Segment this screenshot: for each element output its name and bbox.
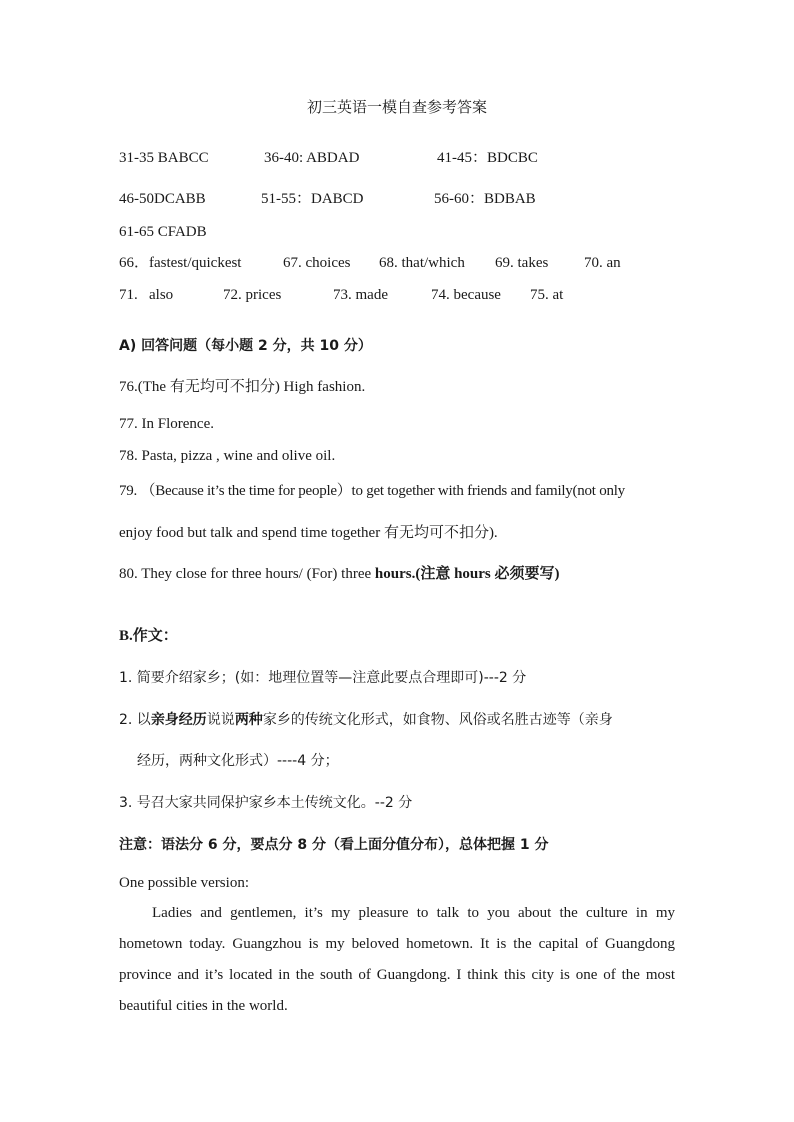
answer-51-55: 51-55：DABCD [261,191,364,207]
answer-70: 70. an [584,255,621,271]
essay-point-1: 1. 简要介绍家乡；(如：地理位置等—注意此要点合理即可)---2 分 [119,670,527,686]
essay-point-2 [119,710,613,730]
answer-77: 77. In Florence. [119,416,214,432]
answer-67: 67. choices [283,255,351,271]
answer-36-40: 36-40: ABDAD [264,150,360,166]
essay-point-2-d: 两种 [234,712,263,728]
answer-78: 78. Pasta, pizza , wine and olive oil. [119,448,336,464]
answer-69: 69. takes [495,255,549,271]
section-b-heading: B.作文： [119,628,178,644]
essay-point-2-a: 2. 以 [119,712,151,728]
answer-41-45: 41-45：BDCBC [437,150,538,166]
answer-56-60: 56-60：BDBAB [434,191,536,207]
scoring-note: 注意：语法分 6 分，要点分 8 分（看上面分值分布），总体把握 1 分 [119,837,549,853]
version-label: One possible version: [119,875,249,891]
answer-76: 76.(The 有无均可不扣分) High fashion. [119,379,366,395]
essay-point-2-line2: 经历，两种文化形式）----4 分； [137,753,339,769]
answer-73: 73. made [333,287,388,303]
essay-point-2-b: 亲身经历 [150,712,207,728]
section-a-heading: A) 回答问题（每小题 2 分，共 10 分） [119,338,372,354]
answer-80-bold: hours [374,566,412,582]
answer-74: 74. because [431,287,501,303]
page-title: 初三英语一模自查参考答案 [306,98,487,116]
answer-66: 66．fastest/quickest [119,255,242,271]
answer-46-50: 46-50DCABB [119,191,206,207]
answer-79-line2: enjoy food but talk and spend time together 有无均可不扣分). [119,525,498,541]
answer-31-35: 31-35 BABCC [119,150,209,166]
answer-61-65: 61-65 CFADB [119,224,207,240]
essay-point-3: 3. 号召大家共同保护家乡本土传统文化。--2 分 [119,795,413,811]
answer-68: 68. that/which [379,255,465,271]
essay-point-2-c: 说说 [206,712,235,728]
answer-79-line1: 79. （Because it’s the time for people）to get together with friends and family(not only [119,483,625,499]
sample-essay: Ladies and gentlemen, it’s my pleasure to talk to you about the culture in my hometown today. Guangzhou is my beloved hometown. It is the capital of Guangdong province and it’s located in the south of Guangdong. I think this city is one of the most beautiful cities in the world. [119,905,675,1014]
essay-point-2-e: 家乡的传统文化形式，如食物、风俗或名胜古迹等（亲身 [262,712,613,728]
answer-72: 72. prices [223,287,282,303]
answer-75: 75. at [530,287,564,303]
answer-80 [119,564,560,584]
answer-80-note: .(注意 hours 必须要写) [411,566,560,582]
answer-71: 71. also [119,287,174,303]
answer-80-text: 80. They close for three hours/ (For) three [119,566,375,582]
